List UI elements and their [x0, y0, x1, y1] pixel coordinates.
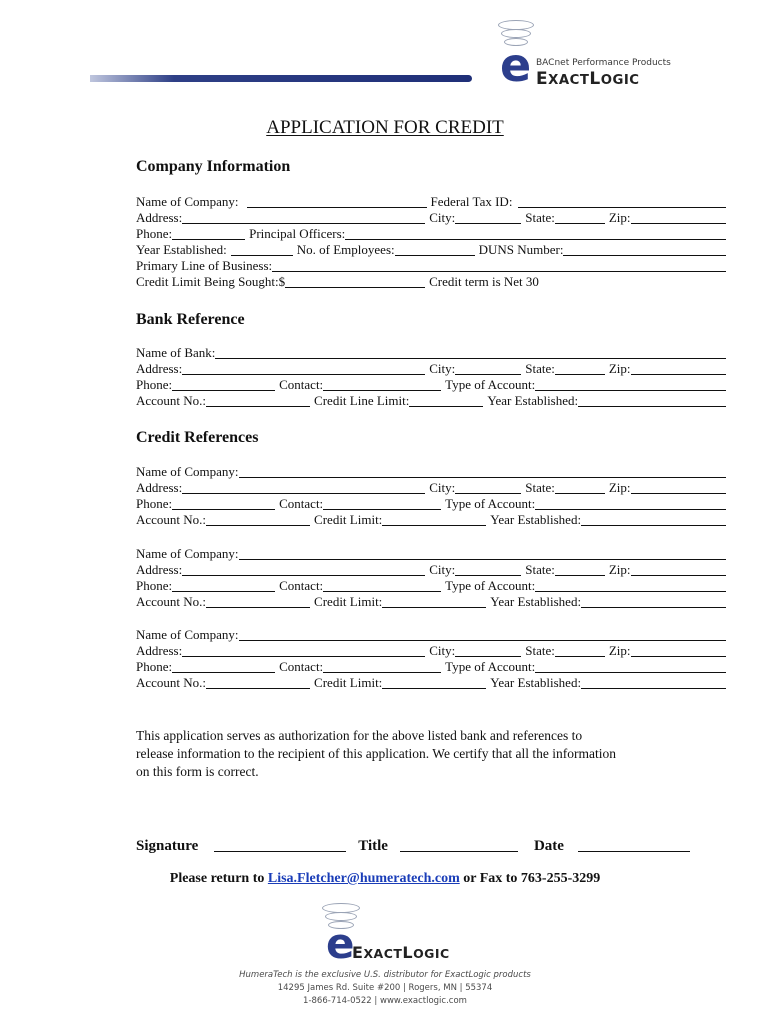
- section-heading-bank: Bank Reference: [136, 311, 245, 328]
- ref1-contact-field[interactable]: [323, 497, 441, 510]
- bank-row-phone: Phone: Contact: Type of Account:: [136, 377, 726, 393]
- ref2-row-address: Address: City: State: Zip:: [136, 562, 726, 578]
- principal-officers-field[interactable]: [345, 227, 726, 240]
- ref3-address-field[interactable]: [182, 644, 425, 657]
- ref3-row-account: Account No.: Credit Limit: Year Established:: [136, 675, 726, 691]
- signature-row: [136, 835, 706, 855]
- ref2-account-type-field[interactable]: [535, 579, 726, 592]
- company-row-credit-limit: Credit Limit Being Sought:$ Credit term is Net 30: [136, 274, 539, 289]
- company-address-field[interactable]: [182, 211, 425, 224]
- ref1-account-type-field[interactable]: [535, 497, 726, 510]
- duns-number-field[interactable]: [563, 243, 726, 256]
- bank-address-field[interactable]: [182, 362, 425, 375]
- date-label: Date: [533, 838, 564, 854]
- address-text: 14295 James Rd. Suite #200 | Rogers, MN | 55374: [277, 983, 493, 993]
- ref1-row-phone: Phone: Contact: Type of Account:: [136, 496, 726, 512]
- company-state-field[interactable]: [555, 211, 605, 224]
- credit-limit-sought-field[interactable]: [285, 275, 425, 288]
- section-heading-company: Company Information: [136, 158, 291, 175]
- ref1-credit-limit-field[interactable]: [382, 513, 486, 526]
- bank-row-name: Name of Bank:: [136, 345, 726, 361]
- bank-state-field[interactable]: [555, 362, 605, 375]
- return-instructions: Please return to Lisa.Fletcher@humeratech.com or Fax to 763-255-3299: [169, 871, 601, 886]
- ref2-account-no-field[interactable]: [206, 595, 310, 608]
- ref2-row-phone: Phone: Contact: Type of Account:: [136, 578, 726, 594]
- logo-e-icon: e: [326, 919, 355, 968]
- company-zip-field[interactable]: [631, 211, 726, 224]
- distributor-text: HumeraTech is the exclusive U.S. distributor for ExactLogic products: [239, 970, 531, 980]
- ref3-city-field[interactable]: [455, 644, 521, 657]
- title-label: Title: [358, 838, 388, 854]
- ref2-contact-field[interactable]: [323, 579, 441, 592]
- signature-field[interactable]: [214, 837, 346, 852]
- form-title: APPLICATION FOR CREDIT: [266, 117, 504, 138]
- logo-wordmark: EXACTLOGIC: [536, 69, 640, 89]
- ref1-account-no-field[interactable]: [206, 513, 310, 526]
- ref1-year-established-field[interactable]: [581, 513, 726, 526]
- company-city-field[interactable]: [455, 211, 521, 224]
- authorization-line: This application serves as authorization for the above listed bank and references to: [136, 728, 583, 743]
- exactlogic-logo-top: [498, 20, 678, 90]
- ref3-state-field[interactable]: [555, 644, 605, 657]
- company-row-address: Address: City: State: Zip:: [136, 210, 726, 226]
- bank-account-no-field[interactable]: [206, 394, 310, 407]
- ref1-city-field[interactable]: [455, 481, 521, 494]
- ref1-row-address: Address: City: State: Zip:: [136, 480, 726, 496]
- email-link[interactable]: Lisa.Fletcher@humeratech.com: [267, 871, 460, 886]
- logo-tagline: BACnet Performance Products: [536, 58, 671, 68]
- bank-row-account: Account No.: Credit Line Limit: Year Established:: [136, 393, 726, 409]
- company-row-primary-line: Primary Line of Business:: [136, 258, 726, 274]
- credit-term-text: Credit term is Net 30: [429, 274, 539, 289]
- ref2-year-established-field[interactable]: [581, 595, 726, 608]
- ref2-address-field[interactable]: [182, 563, 425, 576]
- company-year-established-field[interactable]: [231, 243, 293, 256]
- bank-year-established-field[interactable]: [578, 394, 726, 407]
- company-name-field[interactable]: [247, 195, 427, 208]
- bank-zip-field[interactable]: [631, 362, 726, 375]
- ref3-row-name: Name of Company:: [136, 627, 726, 643]
- ref1-state-field[interactable]: [555, 481, 605, 494]
- ref1-zip-field[interactable]: [631, 481, 726, 494]
- employees-field[interactable]: [395, 243, 475, 256]
- ref2-phone-field[interactable]: [172, 579, 275, 592]
- ref1-address-field[interactable]: [182, 481, 425, 494]
- ref2-city-field[interactable]: [455, 563, 521, 576]
- logo-e-icon: e: [500, 38, 532, 92]
- bank-contact-field[interactable]: [323, 378, 441, 391]
- company-row-name: Name of Company: Federal Tax ID:: [136, 194, 726, 210]
- ref3-row-address: Address: City: State: Zip:: [136, 643, 726, 659]
- bank-row-address: Address: City: State: Zip:: [136, 361, 726, 377]
- bank-credit-line-field[interactable]: [409, 394, 483, 407]
- company-row-phone: Phone: Principal Officers:: [136, 226, 726, 242]
- company-row-year: Year Established: No. of Employees: DUNS Number:: [136, 242, 726, 258]
- ref3-account-type-field[interactable]: [535, 660, 726, 673]
- bank-phone-field[interactable]: [172, 378, 275, 391]
- signature-label: Signature: [136, 838, 199, 854]
- ref1-company-name-field[interactable]: [239, 465, 726, 478]
- ref1-row-name: Name of Company:: [136, 464, 726, 480]
- ref1-phone-field[interactable]: [172, 497, 275, 510]
- section-heading-credit-references: Credit References: [136, 429, 259, 446]
- ref3-zip-field[interactable]: [631, 644, 726, 657]
- authorization-line: release information to the recipient of this application. We certify that all the information: [136, 746, 617, 761]
- ref2-zip-field[interactable]: [631, 563, 726, 576]
- ref1-row-account: Account No.: Credit Limit: Year Established:: [136, 512, 726, 528]
- exactlogic-logo-bottom: [320, 903, 480, 968]
- company-phone-field[interactable]: [172, 227, 245, 240]
- bank-account-type-field[interactable]: [535, 378, 726, 391]
- date-field[interactable]: [578, 837, 690, 852]
- ref2-row-account: Account No.: Credit Limit: Year Established:: [136, 594, 726, 610]
- authorization-line: on this form is correct.: [136, 764, 259, 779]
- bank-city-field[interactable]: [455, 362, 521, 375]
- ref3-year-established-field[interactable]: [581, 676, 726, 689]
- swirl-ring-icon: [501, 29, 531, 38]
- title-field[interactable]: [400, 837, 518, 852]
- ref2-company-name-field[interactable]: [239, 547, 726, 560]
- authorization-paragraph: [136, 727, 696, 781]
- ref2-credit-limit-field[interactable]: [382, 595, 486, 608]
- ref2-row-name: Name of Company:: [136, 546, 726, 562]
- ref3-phone-field[interactable]: [172, 660, 275, 673]
- ref3-contact-field[interactable]: [323, 660, 441, 673]
- ref3-company-name-field[interactable]: [239, 628, 726, 641]
- ref3-credit-limit-field[interactable]: [382, 676, 486, 689]
- logo-wordmark: EXACTLOGIC: [352, 943, 450, 962]
- ref3-row-phone: Phone: Contact: Type of Account:: [136, 659, 726, 675]
- ref3-account-no-field[interactable]: [206, 676, 310, 689]
- header-rule: [90, 75, 472, 82]
- contact-text: 1-866-714-0522 | www.exactlogic.com: [303, 996, 467, 1006]
- primary-line-field[interactable]: [272, 259, 726, 272]
- bank-name-field[interactable]: [215, 346, 726, 359]
- ref2-state-field[interactable]: [555, 563, 605, 576]
- federal-tax-id-field[interactable]: [518, 195, 726, 208]
